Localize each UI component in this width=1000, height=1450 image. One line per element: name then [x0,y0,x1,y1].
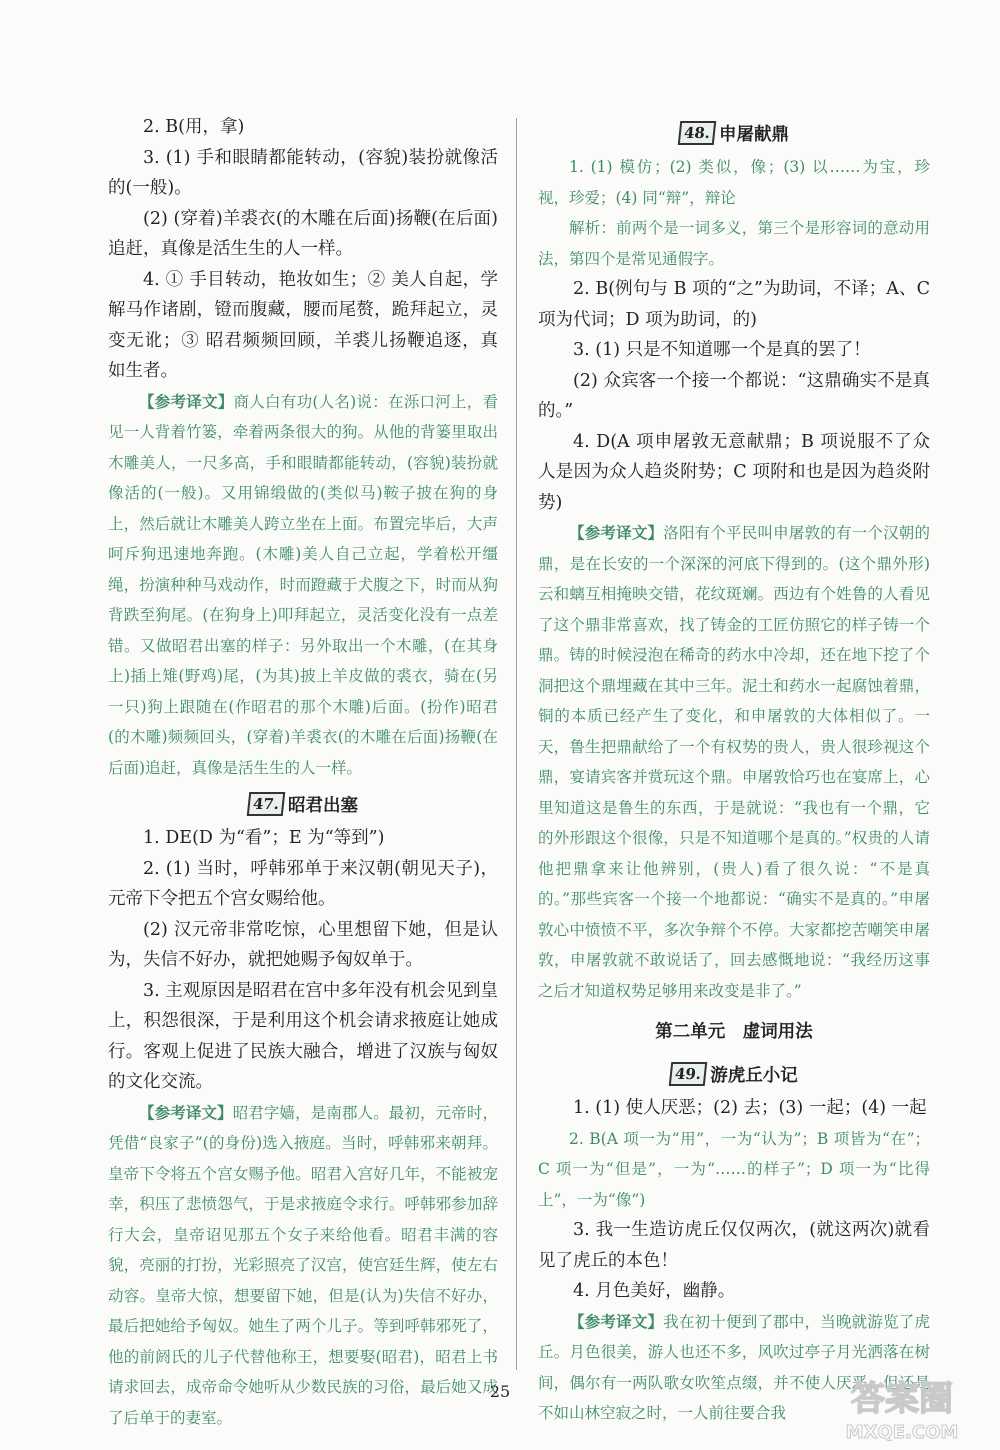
answer-48-1: 1. (1) 模仿；(2) 类似，像；(3) 以……为宝，珍视，珍爱；(4) 同“辩”，辩论 [538,158,930,207]
answer-48-3-1: 3. (1) 只是不知道哪一个是真的罢了！ [573,340,871,360]
reference-translation-48 [538,518,930,1006]
answer-3-1: 3. (1) 手和眼睛都能转动，(容貌)装扮就像活的(一般)。 [108,147,498,198]
reference-label: 【参考译文】 [139,1102,233,1122]
reference-label: 【参考译文】 [569,523,664,542]
reference-text: 商人白有功(人名)说：在泺口河上，看见一人背着竹篓，牵着两条很大的狗。从他的背篓里取出木雕美人，一尺多高，手和眼睛都能转动，(容貌)装扮就像活的(一般)。又用锦缎做的(类似马)鞍子披在狗的身上，然后就让木雕美人跨立坐在上面。布置完毕后，大声呵斥狗迅速地奔跑。(木雕)美人自己立起，学着松开缰绳，扮演种种马戏动作，时而蹬藏于犬腹之下，时而从狗背跌至狗尾。(在狗身上)叩拜起立，灵活变化没有一点差错。又做昭君出塞的样子：另外取出一个木雕，(在其身上)插上雉(野鸡)尾，(为其)披上羊皮做的裘衣，骑在(另一只)狗上跟随在(作昭君的那个木雕)后面。(扮作)昭君(的木雕)频频回头，(穿着)羊裘衣(的木雕在后面)扬鞭(在后面)追赶，真像是活生生的人一样。 [108,392,498,777]
unit-title: 第二单元 虚词用法 [655,1022,813,1042]
answer-49-1: 1. (1) 使人厌恶；(2) 去；(3) 一起；(4) 一起 [573,1098,927,1118]
section-48-title [538,116,930,150]
answer-2: 2. B(用，拿) [143,117,245,137]
reference-translation-46 [108,387,498,784]
right-column [538,112,930,1429]
answer-48-4: 4. D(A 项申屠敦无意献鼎；B 项说服不了众人是因为众人趋炎附势；C 项附和也是因为趋炎附势) [538,431,930,513]
watermark-bottom-text: MXQE.COM [845,1422,959,1443]
reference-label: 【参考译文】 [139,391,234,411]
section-number-badge: 48. [678,121,717,145]
section-name: 昭君出塞 [288,795,359,816]
answer-47-2-1: 2. (1) 当时，呼韩邪单于来汉朝(朝见天子)，元帝下令把五个宫女赐给他。 [108,858,498,909]
answer-47-2-2: (2) 汉元帝非常吃惊，心里想留下她，但是认为，失信不好办，就把她赐予匈奴单于。 [108,919,498,970]
reference-text: 我在初十便到了郡中，当晚就游览了虎丘。月色很美，游人也还不多，风吹过亭子月光洒落在树间，偶尔有一两队歌女吹笙点缀，并不使人厌恶。但还是不如山林空寂之时，一人前往要合我 [538,1312,930,1422]
reference-label: 【参考译文】 [569,1311,664,1331]
section-number-badge: 47. [247,792,286,816]
answer-47-3: 3. 主观原因是昭君在宫中多年没有机会见到皇上，积怨很深，于是利用这个机会请求掖庭让她成行。客观上促进了民族大融合，增进了汉族与匈奴的文化交流。 [108,980,498,1092]
answer-49-4: 4. 月色美好，幽静。 [573,1281,736,1301]
answer-49-3: 3. 我一生造访虎丘仅仅两次，(就这两次)就看见了虎丘的本色！ [538,1220,930,1271]
column-divider [516,118,517,1370]
section-47-title [108,787,498,821]
reference-text: 昭君字嫱，是南郡人。最初，元帝时，凭借“良家子”(的身份)选入掖庭。当时，呼韩邪来朝拜。皇帝下令将五个宫女赐予他。昭君入宫好几年，不能被宠幸，积压了悲愤怨气，于是求掖庭令求行。呼韩邪参加辞行大会，皇帝诏见那五个女子来给他看。昭君丰满的容貌，亮丽的打扮，光彩照亮了汉宫，使宫廷生辉，使左右动容。皇帝大惊，想要留下她，但是(认为)失信不好办，最后把她给予匈奴。她生了两个儿子。等到呼韩邪死了，他的前阏氏的儿子代替他称王，想要娶(昭君)，昭君上书请求回去，成帝命令她听从少数民族的习俗，最后她又成了后单于的妻室。 [108,1103,498,1427]
answer-48-3-2: (2) 众宾客一个接一个都说：“这鼎确实不是真的。” [538,370,930,421]
answer-48-2: 2. B(例句与 B 项的“之”为助词，不译；A、C 项为代词；D 项为助词，的) [538,279,930,330]
answer-4: 4. ① 手目转动，艳妆如生；② 美人自起，学解马作诸剧，镫而腹藏，腰而尾赘，跪拜起立，灵变无讹；③ 昭君频频回顾，羊裘儿扬鞭追逐，真如生者。 [108,269,498,381]
section-name: 申屠献鼎 [719,124,790,145]
section-49-title [538,1057,930,1091]
page-number: 25 [489,1382,511,1401]
watermark-logo [820,1370,985,1445]
left-column [108,112,498,1433]
section-number-badge: 49. [669,1062,708,1086]
answer-3-2: (2) (穿着)羊裘衣(的木雕在后面)扬鞭(在后面)追赶，真像是活生生的人一样。 [108,208,498,259]
answer-49-2: 2. B(A 项一为“用”，一为“认为”；B 项皆为“在”；C 项一为“但是”，一为“……的样子”；D 项一为“比得上”，一为“像”) [538,1129,930,1209]
watermark-top-text: 答案圈 [851,1379,953,1419]
section-name: 游虎丘小记 [710,1065,798,1086]
reference-text: 洛阳有个平民叫申屠敦的有一个汉朝的鼎，是在长安的一个深深的河底下得到的。(这个鼎外形)云和螭互相掩映交错，花纹斑斓。西边有个姓鲁的人看见了这个鼎非常喜欢，找了铸金的工匠仿照它的样子铸一个鼎。铸的时候浸泡在稀奇的药水中冷却，还在地下挖了个洞把这个鼎埋藏在其中三年。泥土和药水一起腐蚀着鼎，铜的本质已经产生了变化，和申屠敦的大体相似了。一天，鲁生把鼎献给了一个有权势的贵人，贵人很珍视这个鼎，宴请宾客并赏玩这个鼎。申屠敦恰巧也在宴席上，心里知道这是鲁生的东西，于是就说：“我也有一个鼎，它的外形跟这个很像，只是不知道哪个是真的。”权贵的人请他把鼎拿来让他辨别，(贵人)看了很久说：“不是真的。”那些宾客一个接一个地都说：“确实不是真的。”申屠敦心中愤愤不平，多次争辩个不停。大家都挖苦嘲笑申屠敦，申屠敦就不敢说话了，回去感慨地说：“我经历这事之后才知道权势足够用来改变是非了。” [538,524,930,1000]
answer-48-1-analysis: 解析：前两个是一词多义，第三个是形容词的意动用法，第四个是常见通假字。 [538,219,930,268]
answer-47-1: 1. DE(D 为“看”；E 为“等到”) [143,828,385,848]
